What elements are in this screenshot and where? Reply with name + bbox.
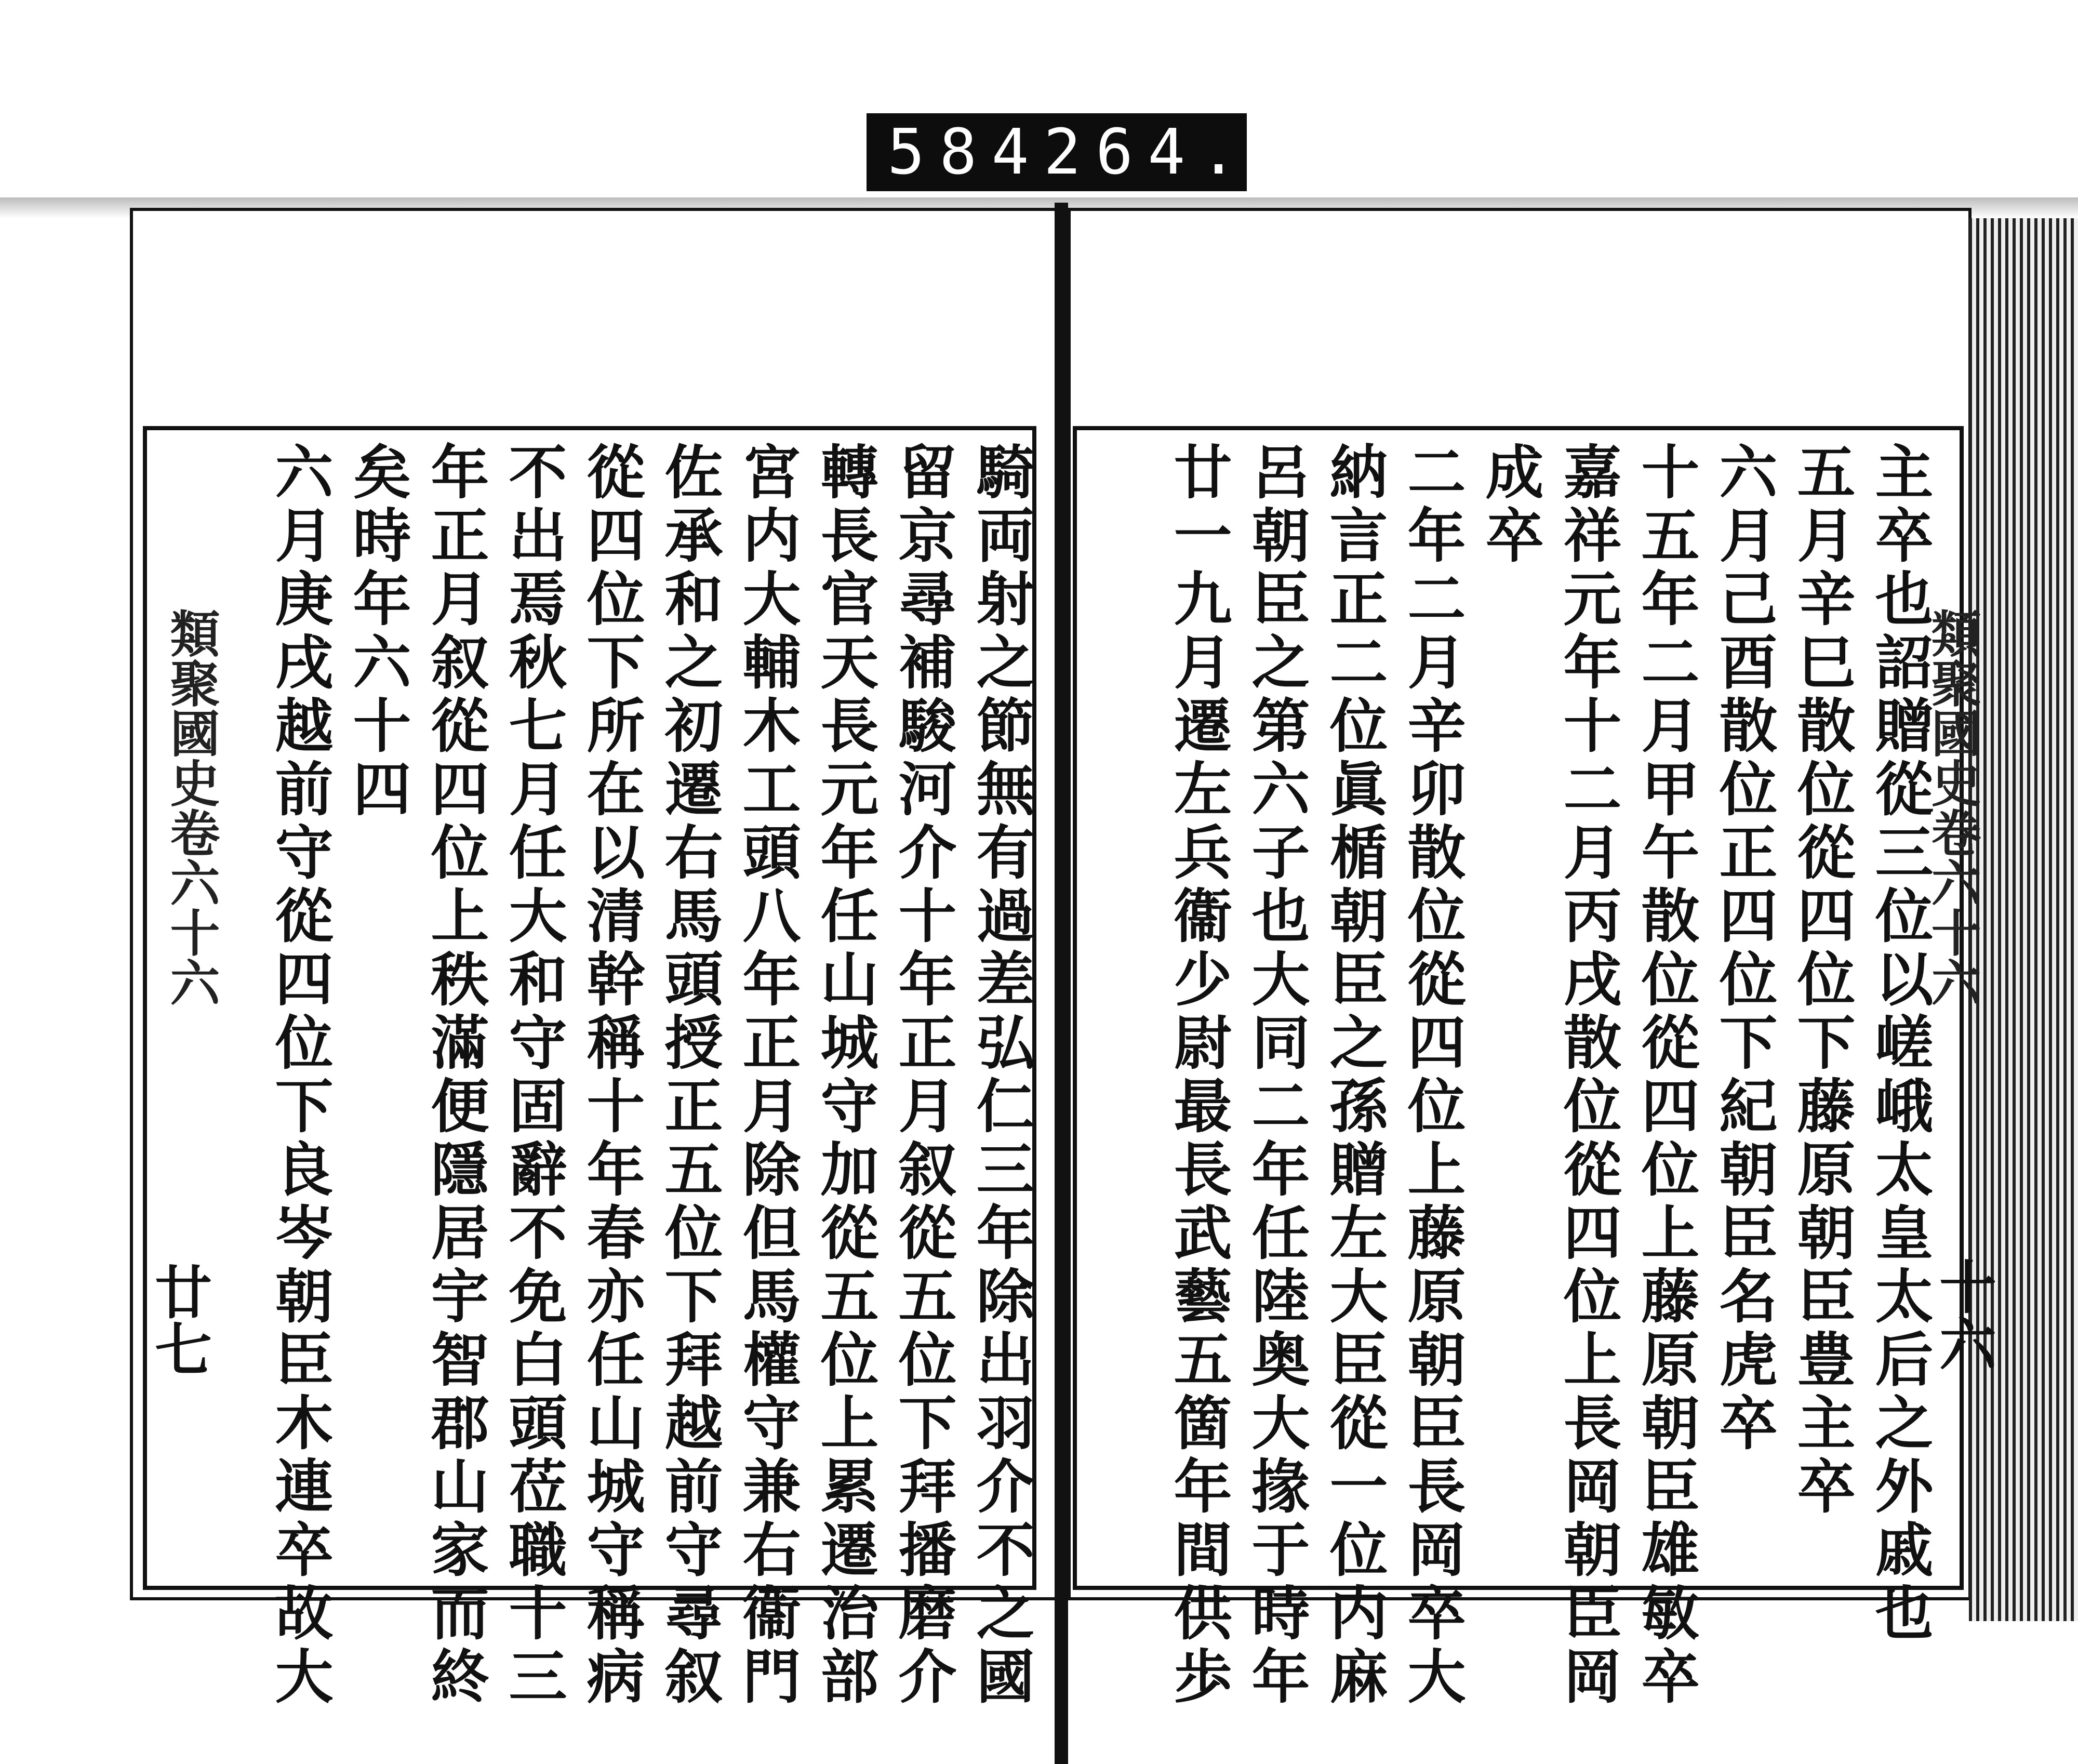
left-column: 宮内大輔木工頭八年正月除但馬權守兼右衞門 bbox=[733, 442, 801, 1709]
left-column: 轉長官天長元年任山城守加從五位上累遷治部 bbox=[811, 442, 879, 1709]
right-margin-header: 類聚國史卷六十六 bbox=[1923, 608, 1982, 1007]
right-column: 納言正二位眞楯朝臣之孫贈左大臣從一位内麻 bbox=[1320, 442, 1388, 1709]
label-right-number: 264. bbox=[1043, 116, 1252, 189]
right-column: 成卒 bbox=[1476, 442, 1544, 568]
label-left-number: 584 bbox=[887, 116, 1044, 189]
right-column: 廿一九月遷左兵衞少尉最長武藝五箇年間供歩 bbox=[1164, 442, 1232, 1709]
left-column: 從四位下所在以清幹稱十年春亦任山城守稱病 bbox=[577, 442, 645, 1709]
left-margin-header: 類聚國史卷六十六 bbox=[162, 608, 221, 1007]
left-column: 年正月叙從四位上秩滿便隱居宇智郡山家而終 bbox=[421, 442, 489, 1709]
left-column: 矣時年六十四 bbox=[343, 442, 411, 822]
left-column: 佐承和之初遷右馬頭授正五位下拜越前守尋叙 bbox=[655, 442, 723, 1709]
scan-label bbox=[867, 113, 1252, 191]
right-column: 二年二月辛卯散位從四位上藤原朝臣長岡卒大 bbox=[1398, 442, 1466, 1709]
right-column: 呂朝臣之第六子也大同二年任陸奥大掾于時年 bbox=[1242, 442, 1310, 1709]
right-column: 十五年二月甲午散位從四位上藤原朝臣雄敏卒 bbox=[1632, 442, 1700, 1709]
right-column: 主卒也詔贈從三位以嵯峨太皇太后之外戚也 bbox=[1866, 442, 1934, 1646]
left-folio: 廿七 bbox=[145, 1263, 212, 1377]
right-column: 嘉祥元年十二月丙戌散位從四位上長岡朝臣岡 bbox=[1554, 442, 1622, 1709]
left-column: 留京尋補駿河介十年正月叙從五位下拜播磨介 bbox=[889, 442, 957, 1709]
left-column: 六月庚戌越前守從四位下良岑朝臣木連卒故大 bbox=[265, 442, 334, 1709]
book-spine bbox=[1055, 203, 1068, 1764]
left-column: 騎両射之節無有過差弘仁三年除出羽介不之國 bbox=[967, 442, 1035, 1709]
right-column: 六月己酉散位正四位下紀朝臣名虎卒 bbox=[1710, 442, 1778, 1456]
right-column: 五月辛巳散位從四位下藤原朝臣豊主卒 bbox=[1788, 442, 1856, 1519]
right-folio: 十六 bbox=[1930, 1257, 1997, 1372]
left-column: 不出焉秋七月任大和守固辭不免白頭莅職十三 bbox=[499, 442, 567, 1709]
